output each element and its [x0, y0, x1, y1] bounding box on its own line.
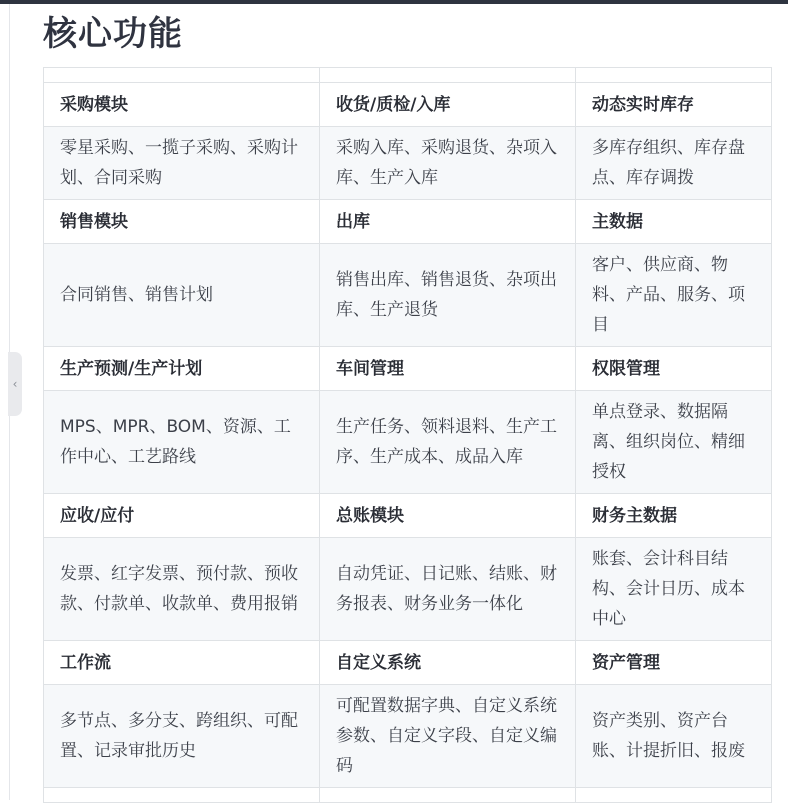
module-description: 多节点、多分支、跨组织、可配置、记录审批历史	[44, 685, 320, 788]
module-name: 总账模块	[320, 494, 576, 538]
module-name: 车间管理	[320, 347, 576, 391]
module-name-row	[44, 83, 772, 127]
module-description: 采购入库、采购退货、杂项入库、生产入库	[320, 127, 576, 200]
module-name: 采购模块	[44, 83, 320, 127]
module-description-row	[44, 685, 772, 788]
top-bar	[0, 0, 788, 4]
module-name-row	[44, 347, 772, 391]
module-description: MPS、MPR、BOM、资源、工作中心、工艺路线	[44, 391, 320, 494]
table-header-row	[44, 68, 772, 83]
module-name: 主数据	[576, 200, 772, 244]
module-description: 单点登录、数据隔离、组织岗位、精细授权	[576, 391, 772, 494]
module-description: 销售出库、销售退货、杂项出库、生产退货	[320, 244, 576, 347]
module-description: 资产类别、资产台账、计提折旧、报废	[576, 685, 772, 788]
module-description-row	[44, 391, 772, 494]
sidebar-collapse-toggle[interactable]	[8, 352, 22, 416]
module-description: 合同销售、销售计划	[44, 244, 320, 347]
table-row	[44, 788, 772, 803]
module-description: 生产任务、领料退料、生产工序、生产成本、成品入库	[320, 391, 576, 494]
module-name: 工作流	[44, 641, 320, 685]
module-name-row	[44, 200, 772, 244]
module-description-row	[44, 244, 772, 347]
module-description: 多库存组织、库存盘点、库存调拨	[576, 127, 772, 200]
module-description: 可配置数据字典、自定义系统参数、自定义字段、自定义编码	[320, 685, 576, 788]
module-name: 出库	[320, 200, 576, 244]
module-name: 销售模块	[44, 200, 320, 244]
chevron-left-icon: ‹	[12, 377, 18, 391]
features-table	[43, 67, 772, 803]
module-name: 动态实时库存	[576, 83, 772, 127]
module-description: 发票、红字发票、预付款、预收款、付款单、收款单、费用报销	[44, 538, 320, 641]
page-title: 核心功能	[43, 14, 183, 54]
module-description: 零星采购、一揽子采购、采购计划、合同采购	[44, 127, 320, 200]
module-name: 生产预测/生产计划	[44, 347, 320, 391]
module-description: 客户、供应商、物料、产品、服务、项目	[576, 244, 772, 347]
header-cell	[320, 68, 576, 83]
header-cell	[576, 68, 772, 83]
module-description-row	[44, 538, 772, 641]
table-cell	[320, 788, 576, 803]
module-name-row	[44, 494, 772, 538]
table-cell	[576, 788, 772, 803]
module-description: 自动凭证、日记账、结账、财务报表、财务业务一体化	[320, 538, 576, 641]
module-name: 应收/应付	[44, 494, 320, 538]
header-cell	[44, 68, 320, 83]
module-name-row	[44, 641, 772, 685]
module-description-row	[44, 127, 772, 200]
table-cell	[44, 788, 320, 803]
module-name: 资产管理	[576, 641, 772, 685]
module-name: 财务主数据	[576, 494, 772, 538]
module-name: 收货/质检/入库	[320, 83, 576, 127]
module-name: 自定义系统	[320, 641, 576, 685]
module-name: 权限管理	[576, 347, 772, 391]
module-description: 账套、会计科目结构、会计日历、成本中心	[576, 538, 772, 641]
